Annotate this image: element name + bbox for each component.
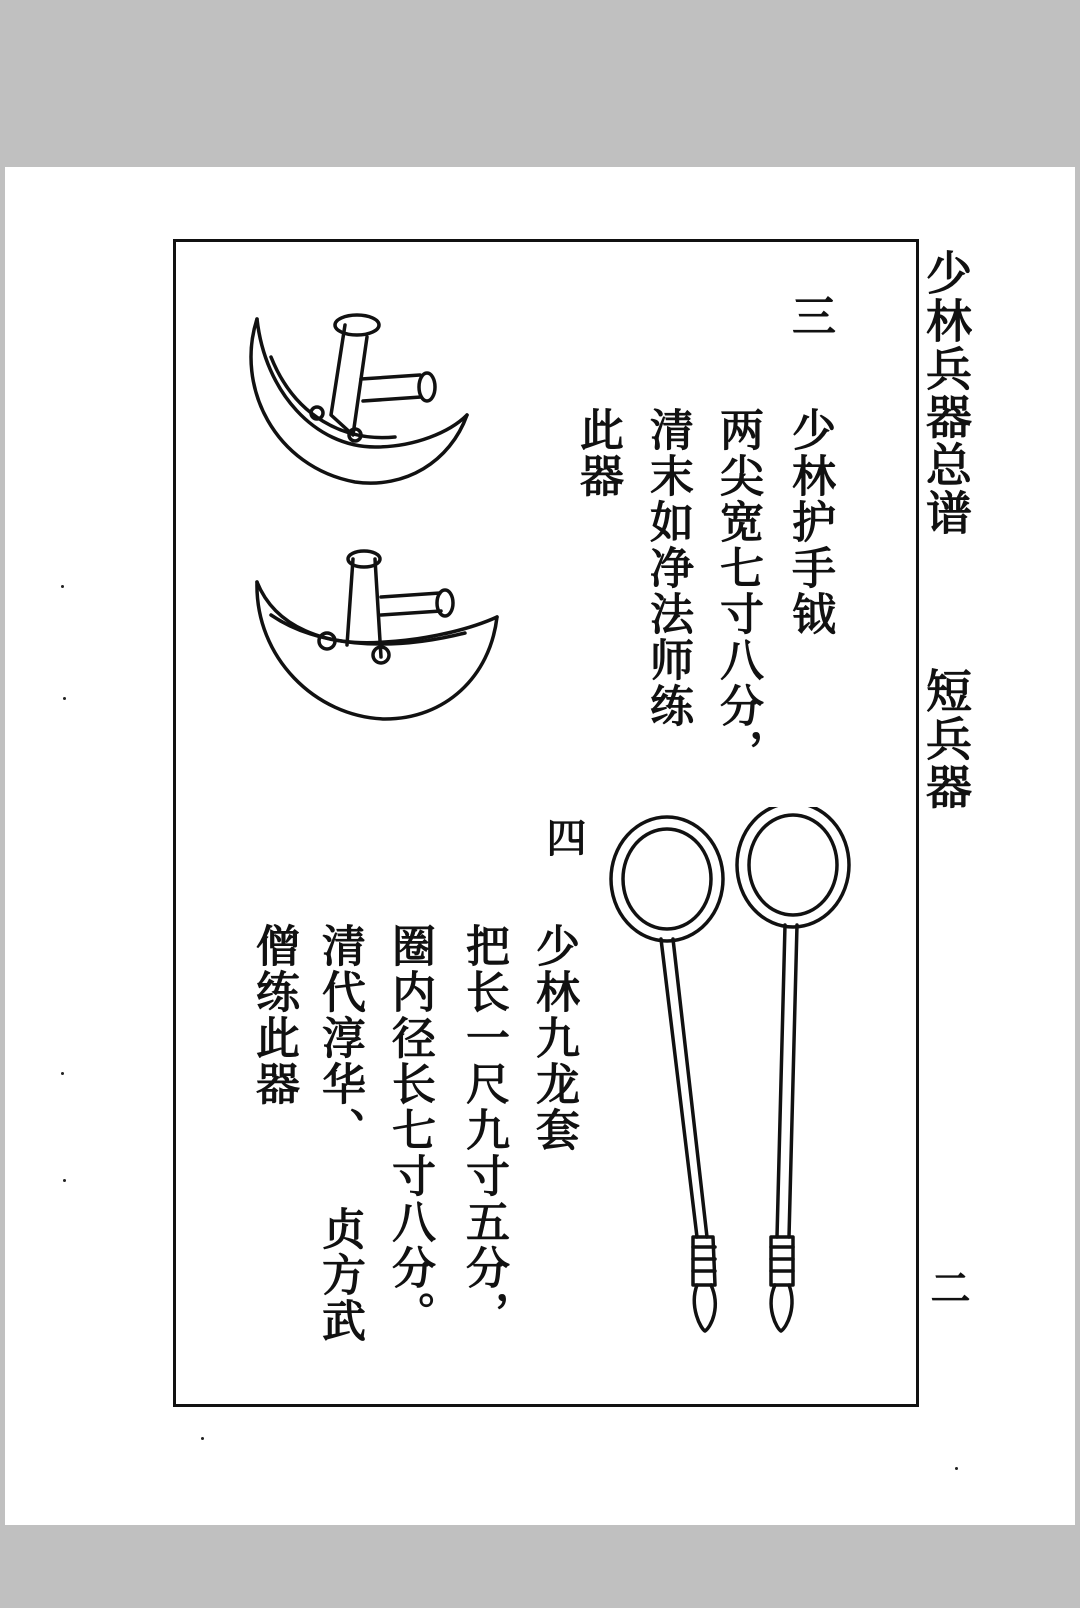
book-page (5, 167, 1075, 1525)
ring-rod-pair-icon (605, 807, 885, 1347)
scan-speck (61, 585, 64, 588)
crescent-hand-axe-icon (235, 297, 515, 737)
scan-speck (201, 1437, 204, 1440)
page-number: 二 (924, 1267, 971, 1309)
item4-note-line2: 僧练此器 (248, 923, 299, 1107)
item3-number: 三 (784, 293, 835, 339)
item3-dimensions: 两尖宽七寸八分， (712, 407, 763, 775)
item4-name: 少林九龙套 (528, 923, 579, 1153)
scan-speck (63, 1179, 66, 1182)
scan-speck (61, 1072, 64, 1075)
item3-name: 少林护手钺 (784, 407, 835, 637)
item3-note-line1: 清末如净法师练 (642, 407, 693, 729)
scan-speck (955, 1467, 958, 1470)
item3-note-line2: 此器 (572, 407, 623, 499)
running-title: 少林兵器总谱 (919, 249, 973, 537)
item4-handle-length: 把长一尺九寸五分， (458, 923, 509, 1337)
item4-note-line1: 清代淳华、 贞方武 (314, 923, 365, 1344)
item4-ring-diameter: 圈内径长七寸八分。 (384, 923, 435, 1337)
scan-speck (63, 697, 66, 700)
item4-number: 四 (540, 817, 587, 859)
section-label: 短兵器 (919, 667, 973, 811)
